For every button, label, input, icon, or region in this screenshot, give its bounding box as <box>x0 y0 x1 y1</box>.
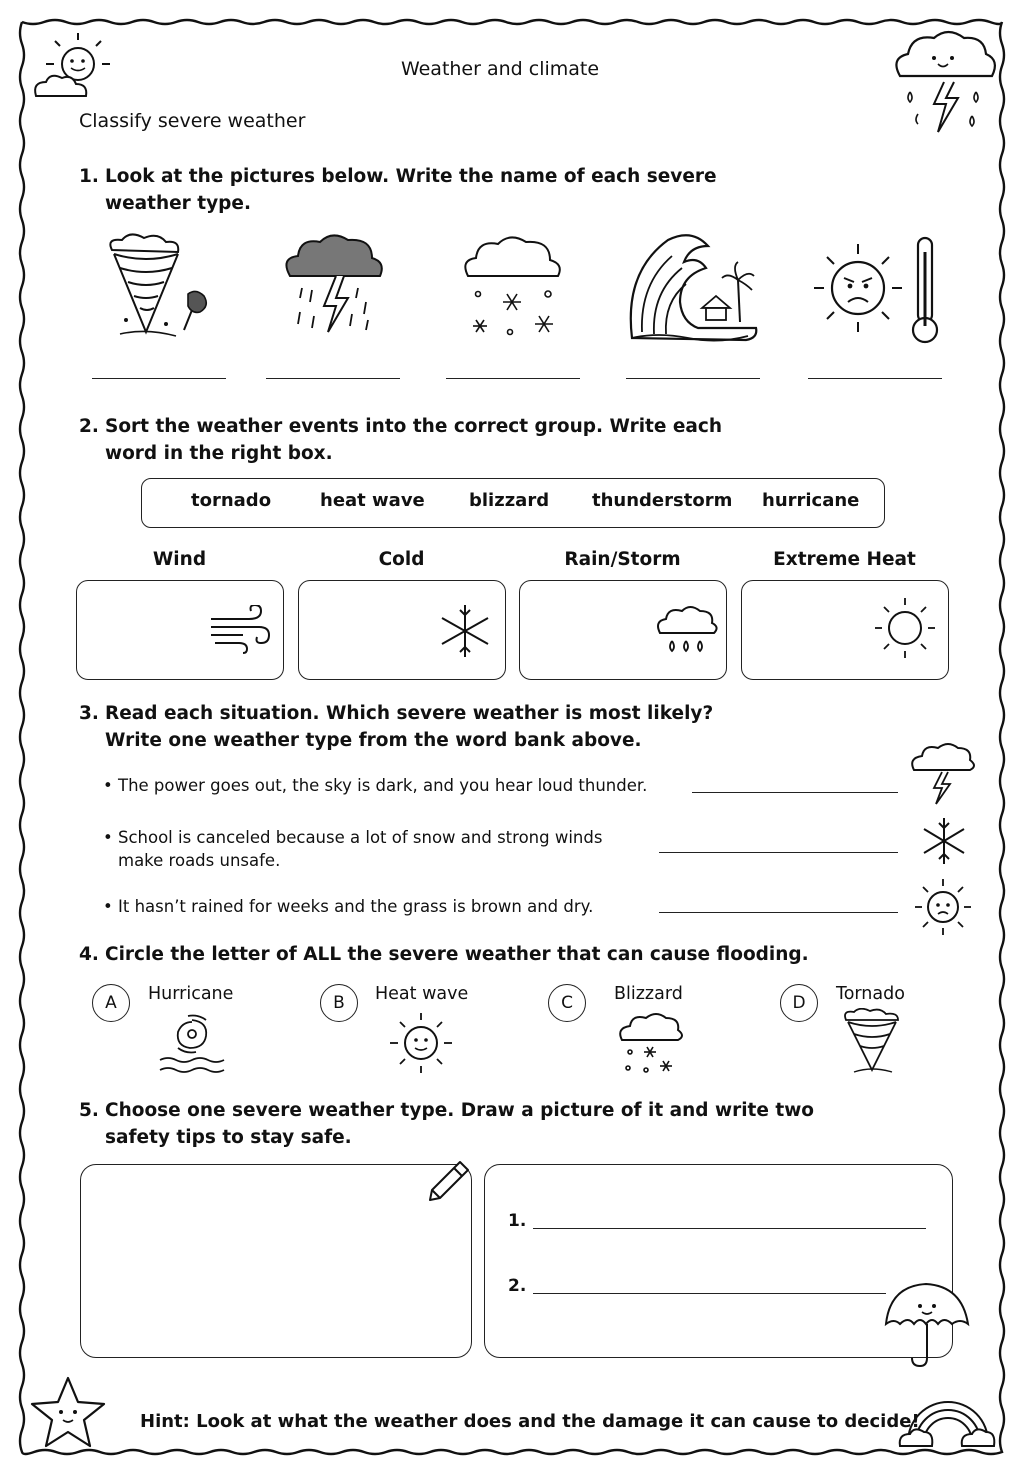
option-b-label: Heat wave <box>375 984 469 1004</box>
rain-cloud-icon <box>654 603 718 659</box>
question-1-text-line2: weather type. <box>105 193 251 214</box>
question-1-number: 1. <box>79 166 99 187</box>
word-bank-tornado: tornado <box>191 490 272 511</box>
question-4-text: Circle the letter of ALL the severe weather that can cause flooding. <box>105 944 809 965</box>
tornado-icon <box>100 232 220 344</box>
category-label-cold: Cold <box>378 549 425 570</box>
word-bank-hurricane: hurricane <box>762 490 860 511</box>
pencil-icon <box>426 1158 472 1204</box>
tip-1-answer-line[interactable] <box>533 1228 926 1229</box>
bullet: • <box>103 897 113 916</box>
category-box-wind[interactable] <box>76 580 284 680</box>
question-3 <box>79 700 713 754</box>
question-5-text-line1: Choose one severe weather type. Draw a picture of it and write two <box>105 1100 815 1121</box>
page-title: Weather and climate <box>400 58 600 80</box>
question-2-text-line2: word in the right box. <box>105 443 333 464</box>
answer-line-1[interactable] <box>92 378 226 379</box>
tip-2-answer-line[interactable] <box>533 1293 886 1294</box>
question-2-number: 2. <box>79 416 99 437</box>
situation-1-answer-line[interactable] <box>692 792 898 793</box>
answer-line-4[interactable] <box>626 378 760 379</box>
situation-2-answer-line[interactable] <box>659 852 898 853</box>
option-c-letter[interactable]: C <box>548 984 586 1022</box>
option-a-letter[interactable]: A <box>92 984 130 1022</box>
category-label-wind: Wind <box>152 549 207 570</box>
question-3-text-line1: Read each situation. Which severe weather is most likely? <box>105 703 714 724</box>
question-3-number: 3. <box>79 703 99 724</box>
question-4 <box>79 941 809 968</box>
category-box-cold[interactable] <box>298 580 506 680</box>
situation-3-text: It hasn’t rained for weeks and the grass is brown and dry. <box>117 897 594 916</box>
situation-3 <box>103 895 593 918</box>
question-5-number: 5. <box>79 1100 99 1121</box>
heat-wave-icon <box>806 232 946 348</box>
option-a-label: Hurricane <box>148 984 234 1004</box>
snowflake-icon <box>918 816 970 866</box>
page-subtitle: Classify severe weather <box>79 110 306 132</box>
tip-2-number: 2. <box>508 1276 527 1296</box>
option-d-letter[interactable]: D <box>780 984 818 1022</box>
situation-2 <box>103 826 602 872</box>
word-bank-heat-wave: heat wave <box>320 490 425 511</box>
umbrella-icon <box>882 1280 972 1370</box>
rain-lightning-cloud-corner-icon <box>888 24 1004 140</box>
option-d-label: Tornado <box>836 984 905 1004</box>
situation-1-text: The power goes out, the sky is dark, and you hear loud thunder. <box>117 776 648 795</box>
sun-icon <box>386 1010 456 1076</box>
word-bank-thunderstorm: thunderstorm <box>592 490 733 511</box>
hurricane-icon <box>156 1010 228 1076</box>
bullet: • <box>103 828 113 847</box>
drawing-box[interactable] <box>80 1164 472 1358</box>
question-1 <box>79 163 717 217</box>
question-2-text-line1: Sort the weather events into the correct group. Write each <box>105 416 723 437</box>
hot-sun-icon <box>910 876 976 938</box>
snowflake-icon <box>439 603 491 659</box>
sun-icon <box>872 595 938 661</box>
question-4-number: 4. <box>79 944 99 965</box>
situation-2-text-line2: make roads unsafe. <box>118 851 281 870</box>
thunderstorm-icon <box>282 232 386 340</box>
word-bank-blizzard: blizzard <box>469 490 550 511</box>
question-2 <box>79 413 722 467</box>
wind-icon <box>209 605 273 655</box>
situation-1 <box>103 774 647 797</box>
question-5 <box>79 1097 814 1151</box>
question-3-text-line2: Write one weather type from the word bank above. <box>105 730 642 751</box>
option-b-letter[interactable]: B <box>320 984 358 1022</box>
category-label-extreme-heat: Extreme Heat <box>773 549 916 570</box>
answer-line-3[interactable] <box>446 378 580 379</box>
situation-3-answer-line[interactable] <box>659 912 898 913</box>
answer-line-5[interactable] <box>808 378 942 379</box>
storm-cloud-icon <box>908 740 976 806</box>
snow-cloud-icon <box>616 1010 686 1076</box>
question-5-text-line2: safety tips to stay safe. <box>105 1127 352 1148</box>
star-corner-icon <box>28 1374 108 1450</box>
hurricane-wave-icon <box>628 232 760 344</box>
category-box-extreme-heat[interactable] <box>741 580 949 680</box>
situation-2-text-line1: School is canceled because a lot of snow and strong winds <box>117 828 603 847</box>
blizzard-icon <box>462 232 566 340</box>
answer-line-2[interactable] <box>266 378 400 379</box>
tornado-icon <box>840 1008 906 1076</box>
tip-1-number: 1. <box>508 1211 527 1231</box>
category-box-rain-storm[interactable] <box>519 580 727 680</box>
hint-text: Hint: Look at what the weather does and the damage it can cause to decide! <box>140 1411 920 1432</box>
question-1-text-line1: Look at the pictures below. Write the name of each severe <box>105 166 717 187</box>
bullet: • <box>103 776 113 795</box>
option-c-label: Blizzard <box>614 984 683 1004</box>
category-label-rain-storm: Rain/Storm <box>564 549 681 570</box>
